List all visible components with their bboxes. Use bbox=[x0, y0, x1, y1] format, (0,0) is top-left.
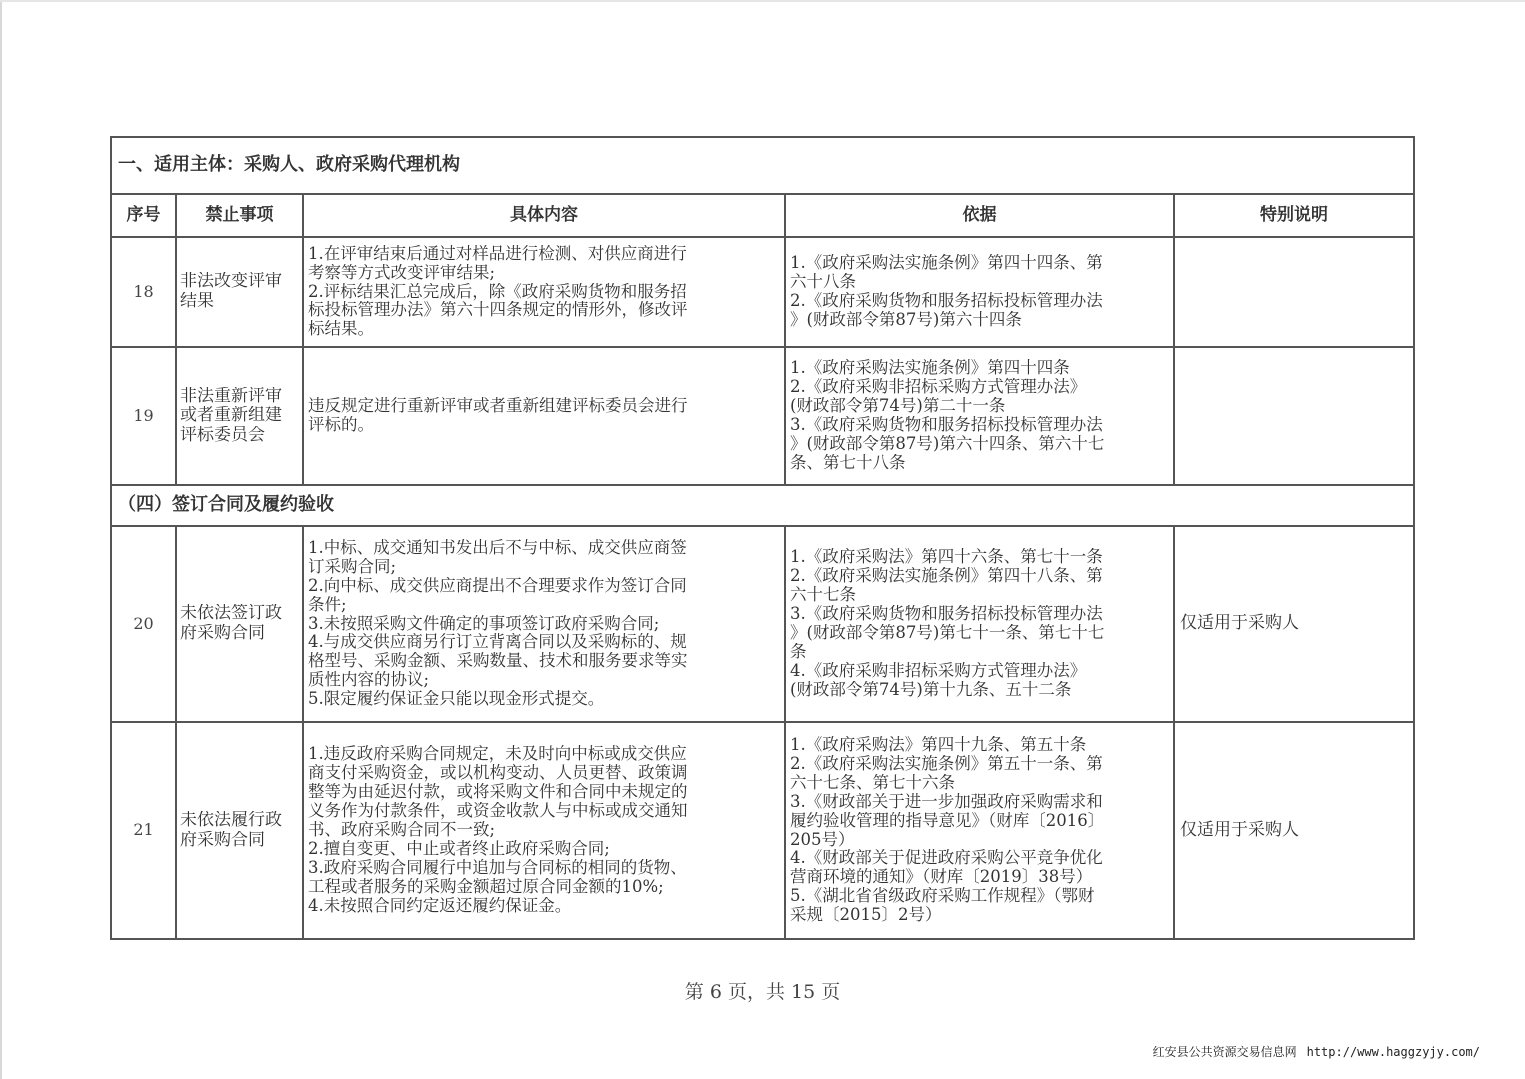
prohibited-item-line: 府采购合同 bbox=[180, 830, 265, 850]
specific-content-line: 质性内容的协议; bbox=[308, 671, 430, 690]
specific-content-line: 条件; bbox=[308, 595, 347, 614]
legal-basis-line: 2.《政府采购货物和服务招标投标管理办法 bbox=[790, 292, 1103, 310]
specific-content-line: 书、政府采购合同不一致; bbox=[308, 821, 496, 840]
legal-basis-line: 营商环境的通知》（财库〔2019〕38号） bbox=[790, 868, 1093, 887]
section-title: 一、适用主体：采购人、政府采购代理机构 bbox=[111, 137, 1414, 194]
prohibited-item-line: 府采购合同 bbox=[180, 624, 265, 643]
row-number: 18 bbox=[111, 237, 176, 347]
watermark-site-name: 红安县公共资源交易信息网 bbox=[1152, 1045, 1297, 1059]
specific-content-line: 标投标管理办法》第六十四条规定的情形外，修改评 bbox=[308, 301, 688, 320]
table-row bbox=[111, 526, 1414, 722]
prohibited-item-line: 非法改变评审 bbox=[180, 272, 282, 292]
specific-content-line: 2.向中标、成交供应商提出不合理要求作为签订合同 bbox=[308, 576, 687, 595]
prohibited-item-line: 结果 bbox=[180, 292, 214, 311]
subsection-title: （四）签订合同及履约验收 bbox=[111, 485, 1414, 526]
legal-basis-line: 205号） bbox=[790, 830, 855, 849]
legal-basis-line: 六十七条、第七十六条 bbox=[790, 773, 955, 792]
legal-basis-line: 采规〔2015〕2号） bbox=[790, 906, 942, 925]
prohibited-item bbox=[176, 526, 303, 722]
special-note bbox=[1174, 347, 1414, 485]
legal-basis-line: 2.《政府采购法实施条例》第五十一条、第 bbox=[790, 754, 1103, 773]
page-edge-top bbox=[0, 0, 1525, 2]
table-row bbox=[111, 722, 1414, 939]
legal-basis-line: 5.《湖北省省级政府采购工作规程》（鄂财 bbox=[790, 887, 1095, 906]
section-row bbox=[111, 137, 1414, 194]
legal-basis bbox=[785, 237, 1174, 347]
prohibited-item-line: 未依法签订政 bbox=[180, 604, 282, 624]
specific-content-line: 整等为由延迟付款，或将采购文件和合同中未规定的 bbox=[308, 783, 688, 802]
prohibited-item bbox=[176, 722, 303, 939]
specific-content-line: 考察等方式改变评审结果; bbox=[308, 263, 496, 282]
legal-basis-line: 4.《财政部关于促进政府采购公平竞争优化 bbox=[790, 849, 1103, 868]
legal-basis-line: 》(财政部令第87号)第七十一条、第七十七 bbox=[790, 624, 1105, 642]
specific-content-line: 4.与成交供应商另行订立背离合同以及采购标的、规 bbox=[308, 633, 687, 652]
special-note: 仅适用于采购人 bbox=[1174, 526, 1414, 722]
specific-content-line: 1.在评审结束后通过对样品进行检测、对供应商进行 bbox=[308, 244, 687, 263]
legal-basis-line: 3.《政府采购货物和服务招标投标管理办法 bbox=[790, 605, 1103, 624]
specific-content-line: 标结果。 bbox=[308, 320, 374, 339]
legal-basis-line: 1.《政府采购法实施条例》第四十四条 bbox=[790, 359, 1070, 378]
specific-content-line: 格型号、采购金额、采购数量、技术和服务要求等实 bbox=[308, 652, 688, 671]
legal-basis-line: 》(财政部令第87号)第六十四条、第六十七 bbox=[790, 434, 1105, 453]
legal-basis-line: 》(财政部令第87号)第六十四条 bbox=[790, 310, 1022, 329]
special-note bbox=[1174, 237, 1414, 347]
legal-basis-line: 六十八条 bbox=[790, 273, 856, 292]
legal-basis-line: 2.《政府采购法实施条例》第四十八条、第 bbox=[790, 567, 1103, 586]
legal-basis bbox=[785, 347, 1174, 485]
specific-content-line: 义务作为付款条件，或资金收款人与中标或成交通知 bbox=[308, 802, 688, 821]
prohibited-item-line: 非法重新评审 bbox=[180, 386, 282, 406]
specific-content-line: 违反规定进行重新评审或者重新组建评标委员会进行 bbox=[308, 397, 688, 416]
watermark-url: http://www.haggzyjy.com/ bbox=[1306, 1045, 1480, 1059]
legal-basis-line: 4.《政府采购非招标采购方式管理办法》 bbox=[790, 661, 1087, 680]
legal-basis-line: 1.《政府采购法》第四十九条、第五十条 bbox=[790, 735, 1087, 754]
row-number: 20 bbox=[111, 526, 176, 722]
legal-basis-line: 履约验收管理的指导意见》（财库〔2016〕 bbox=[790, 811, 1105, 830]
specific-content-line: 工程或者服务的采购金额超过原合同金额的10%; bbox=[308, 877, 664, 896]
specific-content bbox=[303, 347, 785, 485]
specific-content-line: 5.限定履约保证金只能以现金形式提交。 bbox=[308, 690, 605, 709]
specific-content-line: 商支付采购资金，或以机构变动、人员更替、政策调 bbox=[308, 764, 688, 783]
site-watermark bbox=[1153, 1043, 1480, 1060]
legal-basis-line: 3.《财政部关于进一步加强政府采购需求和 bbox=[790, 792, 1103, 811]
page-number: 第 6 页，共 15 页 bbox=[684, 981, 841, 1003]
specific-content-line: 评标的。 bbox=[308, 416, 374, 434]
prohibited-item-line: 未依法履行政 bbox=[180, 810, 282, 830]
table-row bbox=[111, 237, 1414, 347]
row-number: 21 bbox=[111, 722, 176, 939]
legal-basis-line: 六十七条 bbox=[790, 586, 856, 605]
prohibited-item bbox=[176, 347, 303, 485]
legal-basis bbox=[785, 526, 1174, 722]
legal-basis-line: 条、第七十八条 bbox=[790, 453, 906, 472]
specific-content-line: 1.违反政府采购合同规定，未及时向中标或成交供应 bbox=[308, 745, 687, 764]
specific-content-line: 2.评标结果汇总完成后，除《政府采购货物和服务招 bbox=[308, 282, 687, 301]
legal-basis-line: 条 bbox=[790, 642, 807, 661]
header-item: 禁止事项 bbox=[176, 194, 303, 237]
specific-content-line: 4.未按照合同约定返还履约保证金。 bbox=[308, 896, 572, 915]
prohibited-item bbox=[176, 237, 303, 347]
special-note: 仅适用于采购人 bbox=[1174, 722, 1414, 939]
subsection-row bbox=[111, 485, 1414, 526]
legal-basis-line: 2.《政府采购非招标采购方式管理办法》 bbox=[790, 378, 1087, 397]
legal-basis bbox=[785, 722, 1174, 939]
legal-basis-line: 3.《政府采购货物和服务招标投标管理办法 bbox=[790, 416, 1103, 434]
specific-content bbox=[303, 722, 785, 939]
legal-basis-line: (财政部令第74号)第二十一条 bbox=[790, 397, 1006, 416]
specific-content-line: 订采购合同; bbox=[308, 557, 397, 576]
legal-basis-line: 1.《政府采购法实施条例》第四十四条、第 bbox=[790, 254, 1103, 273]
specific-content-line: 1.中标、成交通知书发出后不与中标、成交供应商签 bbox=[308, 538, 687, 557]
page-edge bbox=[0, 0, 2, 1079]
legal-basis-line: 1.《政府采购法》第四十六条、第七十一条 bbox=[790, 548, 1103, 567]
specific-content bbox=[303, 237, 785, 347]
header-content: 具体内容 bbox=[303, 194, 785, 237]
specific-content bbox=[303, 526, 785, 722]
table-row bbox=[111, 347, 1414, 485]
legal-basis-line: (财政部令第74号)第十九条、五十二条 bbox=[790, 680, 1072, 699]
header-row bbox=[111, 194, 1414, 237]
prohibited-items-table bbox=[110, 136, 1415, 940]
header-basis: 依据 bbox=[785, 194, 1174, 237]
header-note: 特别说明 bbox=[1174, 194, 1414, 237]
specific-content-line: 2.擅自变更、中止或者终止政府采购合同; bbox=[308, 839, 610, 858]
specific-content-line: 3.政府采购合同履行中追加与合同标的相同的货物、 bbox=[308, 858, 687, 877]
prohibited-item-line: 评标委员会 bbox=[180, 425, 265, 445]
specific-content-line: 3.未按照采购文件确定的事项签订政府采购合同; bbox=[308, 614, 660, 633]
header-seq: 序号 bbox=[111, 194, 176, 237]
row-number: 19 bbox=[111, 347, 176, 485]
prohibited-item-line: 或者重新组建 bbox=[180, 406, 282, 426]
